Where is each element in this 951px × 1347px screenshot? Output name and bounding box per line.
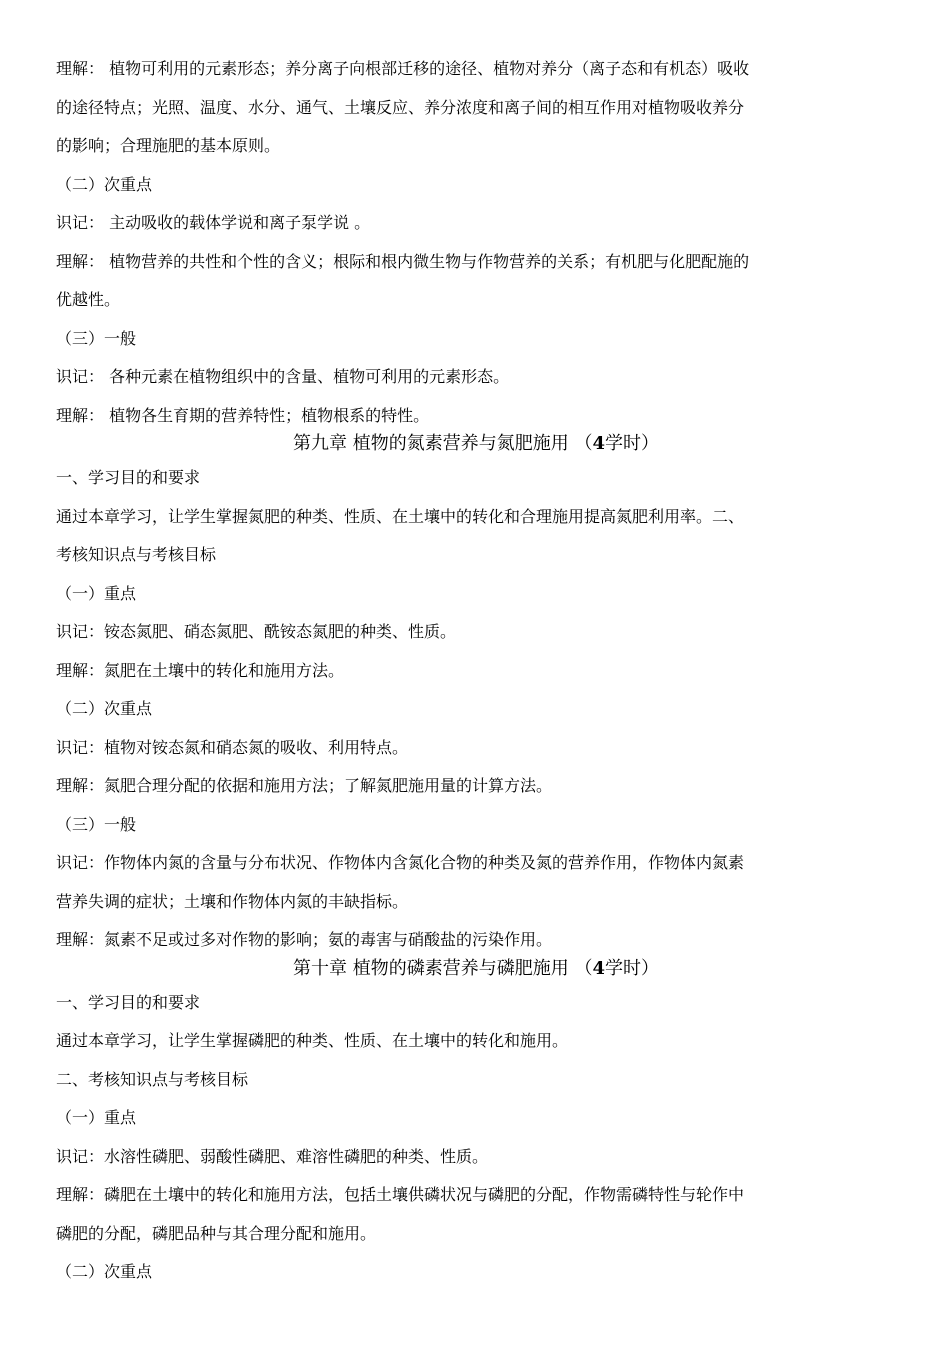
text-line: 通过本章学习，让学生掌握氮肥的种类、性质、在土壤中的转化和合理施用提高氮肥利用率。二、 [56, 506, 745, 526]
text-line: 通过本章学习，让学生掌握磷肥的种类、性质、在土壤中的转化和施用。 [56, 1031, 569, 1050]
section-heading: 二、考核知识点与考核目标 [56, 1069, 249, 1089]
text-line: 的影响；合理施肥的基本原则。 [56, 136, 281, 155]
section-heading: 一、学习目的和要求 [56, 992, 201, 1012]
chapter-10-title-post: 学时） [604, 957, 659, 979]
text-line: 理解：磷肥在土壤中的转化和施用方法，包括土壤供磷状况与磷肥的分配，作物需磷特性与轮作中 [56, 1185, 745, 1204]
section-heading: （二）次重点 [56, 174, 153, 194]
text-line: 理解： 植物营养的共性和个性的含义；根际和根内微生物与作物营养的关系；有机肥与化肥配施的 [56, 251, 750, 271]
text-line: 的途径特点；光照、温度、水分、通气、土壤反应、养分浓度和离子间的相互作用对植物吸收养分 [56, 97, 745, 117]
text-line: 理解：氮肥合理分配的依据和施用方法；了解氮肥施用量的计算方法。 [56, 776, 553, 795]
section-heading: 一、学习目的和要求 [56, 468, 201, 487]
section-heading: （一）重点 [56, 583, 137, 603]
text-line: 识记：植物对铵态氮和硝态氮的吸收、利用特点。 [56, 737, 409, 757]
text-line: 识记： 各种元素在植物组织中的含量、植物可利用的元素形态。 [56, 367, 510, 386]
chapter-10-title-pre: 第十章 植物的磷素营养与磷肥施用 （ [293, 957, 593, 979]
chapter-10-title-hours: 4 [592, 957, 605, 979]
section-heading: 考核知识点与考核目标 [56, 545, 217, 564]
section-heading: （二）次重点 [56, 1262, 153, 1281]
text-line: 理解：氮肥在土壤中的转化和施用方法。 [56, 660, 345, 680]
text-line: 理解：氮素不足或过多对作物的影响；氨的毒害与硝酸盐的污染作用。 [56, 930, 553, 949]
chapter-9-title-hours: 4 [592, 433, 605, 454]
chapter-9-title-post: 学时） [604, 433, 659, 454]
chapter-9-title-pre: 第九章 植物的氮素营养与氮肥施用 （ [293, 433, 593, 454]
text-line: 识记：铵态氮肥、硝态氮肥、酰铵态氮肥的种类、性质。 [56, 622, 457, 641]
section-heading: （二）次重点 [56, 699, 153, 718]
text-line: 识记：水溶性磷肥、弱酸性磷肥、难溶性磷肥的种类、性质。 [56, 1146, 489, 1166]
section-heading: （三）一般 [56, 814, 137, 834]
section-heading: （一）重点 [56, 1108, 137, 1127]
text-line: 优越性。 [56, 290, 121, 309]
text-line: 识记：作物体内氮的含量与分布状况、作物体内含氮化合物的种类及氮的营养作用，作物体内氮素 [56, 853, 745, 872]
section-heading: （三）一般 [56, 328, 137, 348]
document-page [56, 50, 896, 1292]
text-line: 理解： 植物各生育期的营养特性；植物根系的特性。 [56, 405, 430, 425]
text-line: 识记： 主动吸收的载体学说和离子泵学说 。 [56, 213, 371, 232]
text-line: 营养失调的症状；土壤和作物体内氮的丰缺指标。 [56, 891, 409, 911]
text-line: 磷肥的分配，磷肥品种与其合理分配和施用。 [56, 1223, 377, 1243]
text-line: 理解： 植物可利用的元素形态；养分离子向根部迁移的途径、植物对养分（离子态和有机态）吸收 [56, 59, 750, 78]
